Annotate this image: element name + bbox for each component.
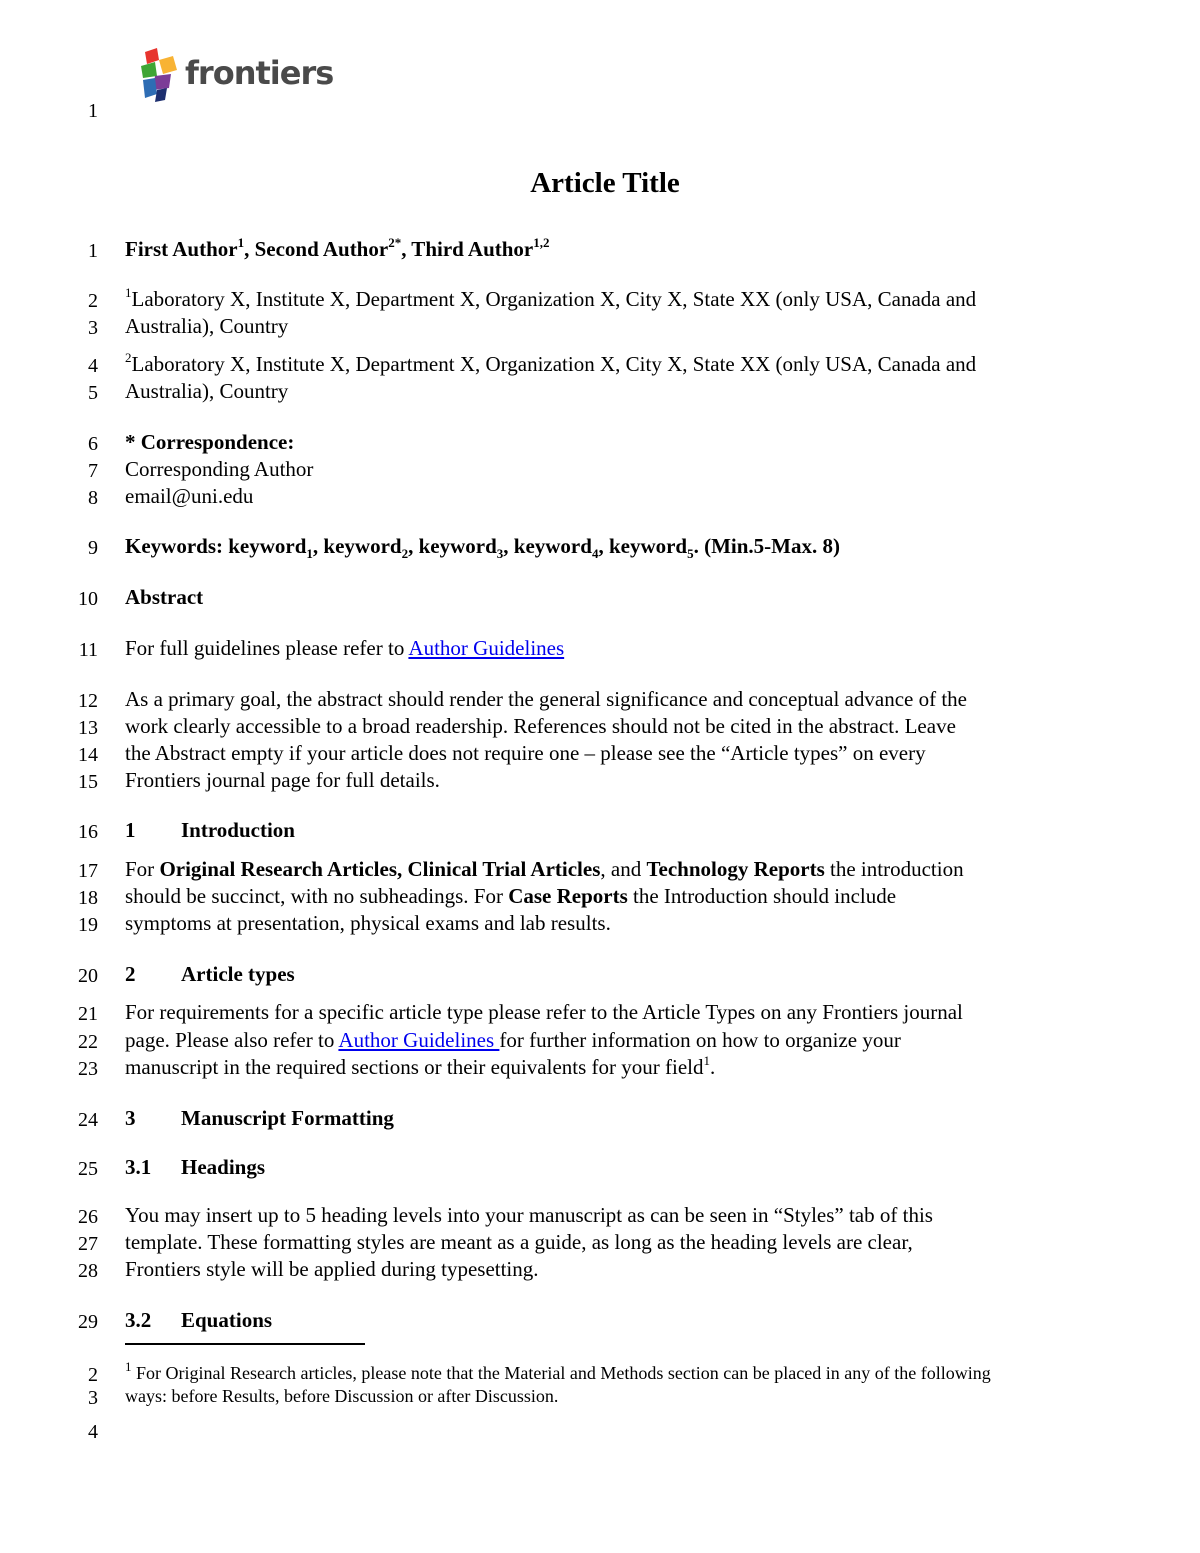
keyword: keyword — [608, 534, 688, 558]
author-guidelines-link[interactable]: Author Guidelines — [338, 1028, 500, 1052]
author-affiliation-mark: 1 — [237, 235, 245, 250]
line-number: 1 — [88, 100, 98, 122]
text-run: For — [125, 857, 160, 881]
keyword: keyword — [228, 534, 307, 558]
keyword: keyword — [418, 534, 497, 558]
line-number: 9 — [88, 537, 98, 559]
affiliation-1 — [125, 285, 977, 311]
line-number: 13 — [78, 717, 98, 739]
section-title: Headings — [181, 1155, 266, 1179]
keyword-separator: , — [598, 534, 609, 558]
author-name: , Second Author — [244, 237, 389, 261]
keyword-index: 4 — [591, 546, 599, 562]
article-types-text: For requirements for a specific article type please refer to the Article Types on any Frontiers journal — [125, 1000, 963, 1024]
footnote — [125, 1359, 991, 1383]
footnote-reference[interactable]: 1 — [703, 1053, 710, 1068]
text-run-bold: Original Research Articles, Clinical Trial Articles — [159, 857, 601, 881]
subsection-heading-equations — [125, 1310, 272, 1331]
section-number: 3.2 — [125, 1308, 152, 1332]
headings-text: template. These formatting styles are meant as a guide, as long as the heading levels are clear, — [125, 1230, 913, 1254]
line-number: 24 — [78, 1109, 98, 1131]
section-title: Equations — [181, 1308, 273, 1332]
footnote-separator — [125, 1343, 365, 1345]
line-number: 25 — [78, 1158, 98, 1180]
correspondence-email: email@uni.edu — [125, 484, 254, 508]
text-run: the introduction — [824, 857, 964, 881]
section-heading-introduction — [125, 820, 295, 841]
affiliation-mark: 2 — [125, 350, 132, 365]
author-list — [125, 235, 550, 261]
line-number: 5 — [88, 382, 98, 404]
line-number: 7 — [88, 460, 98, 482]
author-name: , Third Author — [401, 237, 534, 261]
text-run: should be succinct, with no subheadings. For — [125, 884, 509, 908]
footnote-mark: 1 — [125, 1359, 132, 1374]
abstract-heading: Abstract — [125, 585, 204, 609]
footnote-text: For Original Research articles, please note that the Material and Methods section can be placed in any of the following — [131, 1363, 991, 1383]
line-number: 15 — [78, 771, 98, 793]
line-number: 23 — [78, 1058, 98, 1080]
line-number: 2 — [88, 290, 98, 312]
affiliation-text: Australia), Country — [125, 379, 289, 403]
line-number: 18 — [78, 887, 98, 909]
line-number: 2 — [88, 1364, 98, 1386]
headings-text: Frontiers style will be applied during typesetting. — [125, 1257, 539, 1281]
keyword-separator: , — [503, 534, 514, 558]
keywords — [125, 534, 840, 562]
intro-text: symptoms at presentation, physical exams and lab results. — [125, 911, 611, 935]
text-run: the Introduction should include — [627, 884, 897, 908]
author-name: First Author — [125, 237, 238, 261]
text-run-bold: Technology Reports — [646, 857, 825, 881]
author-guidelines-link[interactable]: Author Guidelines — [408, 636, 565, 660]
line-number: 4 — [88, 355, 98, 377]
section-title: Introduction — [181, 818, 295, 842]
line-number: 16 — [78, 821, 98, 843]
line-number: 8 — [88, 487, 98, 509]
keyword: keyword — [323, 534, 402, 558]
text-run: page. Please also refer to — [125, 1028, 339, 1052]
affiliation-text: Laboratory X, Institute X, Department X, Organization X, City X, State XX (only USA, Canada and — [131, 352, 977, 376]
affiliation-2 — [125, 350, 977, 376]
section-title: Article types — [181, 962, 295, 986]
keyword: keyword — [513, 534, 592, 558]
keyword-index: 1 — [306, 546, 313, 562]
line-number: 4 — [88, 1421, 98, 1443]
text-run: manuscript in the required sections or their equivalents for your field — [125, 1055, 704, 1079]
frontiers-logo — [137, 48, 334, 104]
text-run-bold: Case Reports — [508, 884, 628, 908]
keyword-index: 3 — [496, 546, 504, 562]
article-title: Article Title — [530, 167, 680, 199]
section-number: 3.1 — [125, 1155, 152, 1179]
affiliation-mark: 1 — [125, 285, 132, 300]
article-types-text — [125, 1053, 716, 1079]
keyword-index: 2 — [401, 546, 409, 562]
intro-text — [125, 886, 896, 907]
affiliation-text: Laboratory X, Institute X, Department X, Organization X, City X, State XX (only USA, Canada and — [131, 287, 977, 311]
guidelines-line — [125, 638, 564, 659]
keywords-note: . (Min.5-Max. 8) — [693, 534, 840, 558]
guidelines-text: For full guidelines please refer to — [125, 636, 409, 660]
section-number: 3 — [125, 1106, 136, 1130]
line-number: 3 — [88, 317, 98, 339]
correspondence-label: * Correspondence: — [125, 430, 295, 454]
author-affiliation-mark: 1,2 — [533, 235, 550, 250]
text-run: . — [710, 1055, 716, 1079]
section-title: Manuscript Formatting — [181, 1106, 394, 1130]
line-number: 21 — [78, 1003, 98, 1025]
section-heading-manuscript-formatting — [125, 1108, 394, 1129]
intro-text — [125, 859, 964, 880]
line-number: 3 — [88, 1387, 98, 1409]
line-number: 28 — [78, 1260, 98, 1282]
footnote-text: ways: before Results, before Discussion or after Discussion. — [125, 1386, 559, 1406]
line-number: 10 — [78, 588, 98, 610]
corresponding-author-name: Corresponding Author — [125, 457, 314, 481]
line-number: 22 — [78, 1031, 98, 1053]
keywords-label: Keywords: — [125, 534, 229, 558]
frontiers-logo-text: frontiers — [185, 54, 334, 92]
line-number: 6 — [88, 433, 98, 455]
author-affiliation-mark: 2* — [388, 235, 402, 250]
line-number: 12 — [78, 690, 98, 712]
abstract-text: As a primary goal, the abstract should render the general significance and conceptual advance of the — [125, 687, 967, 711]
section-number: 2 — [125, 962, 136, 986]
line-number: 14 — [78, 744, 98, 766]
headings-text: You may insert up to 5 heading levels into your manuscript as can be seen in “Styles” tab of this — [125, 1203, 933, 1227]
section-heading-article-types — [125, 964, 295, 985]
frontiers-logo-icon — [137, 48, 183, 104]
line-number: 20 — [78, 965, 98, 987]
keyword-separator: , — [408, 534, 419, 558]
subsection-heading-headings — [125, 1157, 265, 1178]
line-number: 1 — [88, 240, 98, 262]
line-number: 17 — [78, 860, 98, 882]
keyword-separator: , — [312, 534, 324, 558]
line-number: 27 — [78, 1233, 98, 1255]
keyword-index: 5 — [687, 546, 694, 562]
line-number: 29 — [78, 1311, 98, 1333]
abstract-text: Frontiers journal page for full details. — [125, 768, 440, 792]
article-types-text — [125, 1030, 901, 1051]
line-number: 19 — [78, 914, 98, 936]
affiliation-text: Australia), Country — [125, 314, 289, 338]
text-run: for further information on how to organize your — [499, 1028, 901, 1052]
line-number: 11 — [78, 639, 98, 661]
line-number: 26 — [78, 1206, 98, 1228]
abstract-text: the Abstract empty if your article does not require one – please see the “Article types” on every — [125, 741, 926, 765]
section-number: 1 — [125, 818, 136, 842]
abstract-text: work clearly accessible to a broad readership. References should not be cited in the abstract. Leave — [125, 714, 956, 738]
text-run: , and — [600, 857, 647, 881]
